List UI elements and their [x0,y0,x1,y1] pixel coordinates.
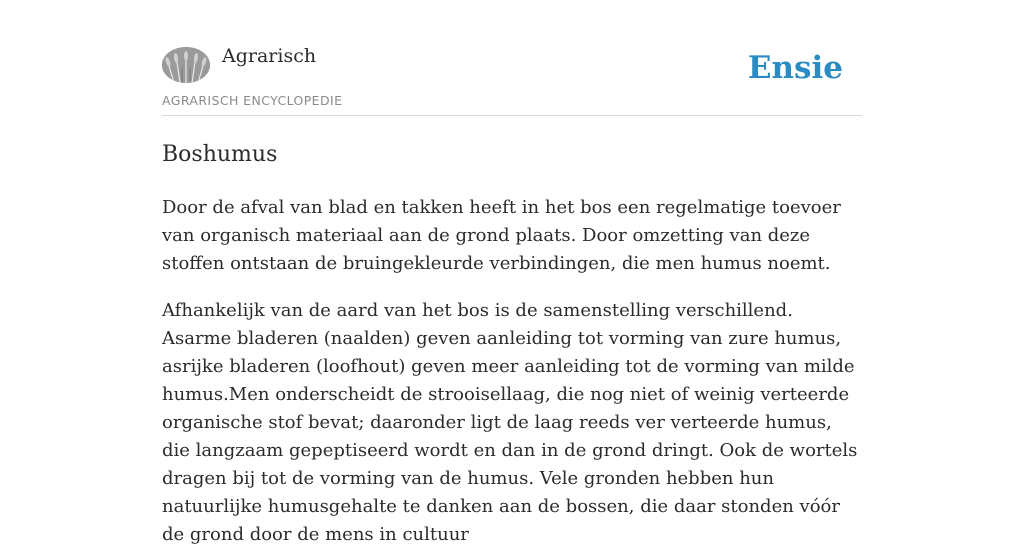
site-subtitle[interactable]: AGRARISCH ENCYCLOPEDIE [162,93,343,108]
page-container [162,0,862,549]
brand-logo-link[interactable]: Ensie [747,50,843,86]
article-paragraph: Afhankelijk van de aard van het bos is de samenstelling verschillend. Asarme bladeren (naalden) geven aanleiding tot vorming van zure humus, asrijke bladeren (loofhout) geven meer aanleiding tot de vorming van milde humus.Men onderscheidt de strooisellaag, die nog niet of weinig verteerde organische stof bevat; daaronder ligt de laag reeds ver verteerde humus, die langzaam gepeptiseerd wordt en dan in de grond dringt. Ook de wortels dragen bij tot de vorming van de humus. Vele gronden hebben hun natuurlijke humusgehalte te danken aan de bossen, die daar stonden vóór de grond door de mens in cultuur [162,300,858,545]
article-paragraph: Door de afval van blad en takken heeft in het bos een regelmatige toevoer van organisch materiaal aan de grond plaats. Door omzetting van deze stoffen ontstaan de bruingekleurde verbindingen, die men humus noemt. [162,197,841,274]
page-title: Boshumus [162,142,278,167]
site-header [162,0,862,116]
site-name[interactable]: Agrarisch [222,45,317,67]
wheat-icon[interactable] [162,47,210,83]
